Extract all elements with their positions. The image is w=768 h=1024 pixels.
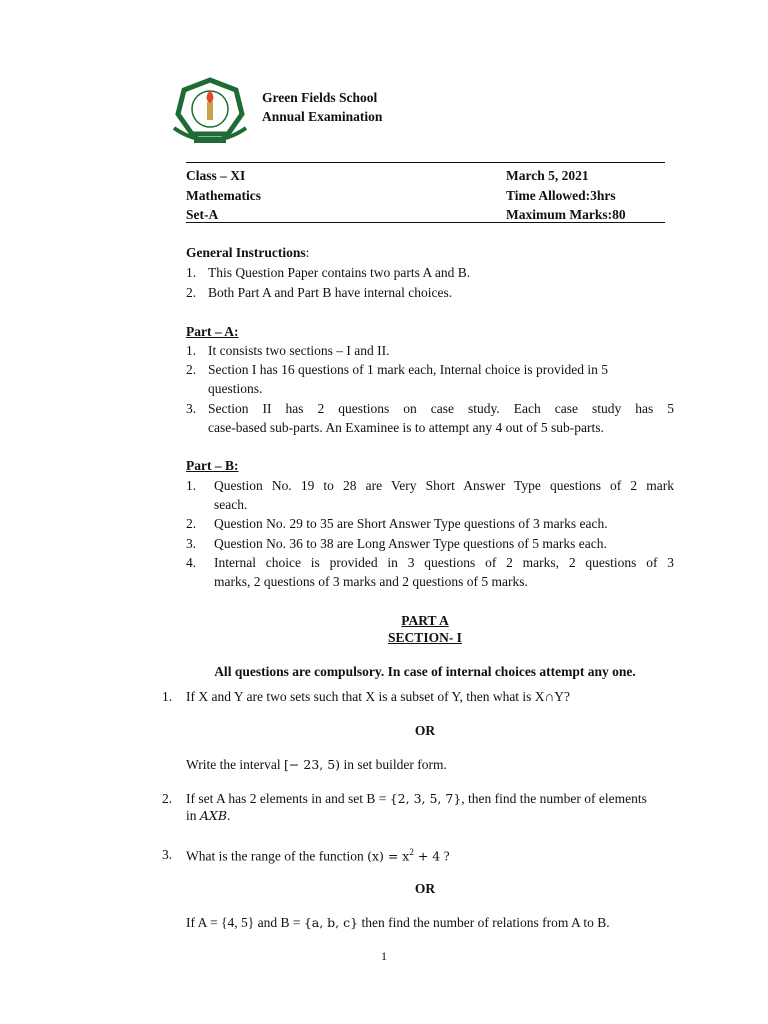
part-b-item-text: seach.	[214, 497, 248, 512]
general-item-num: 1.	[186, 265, 197, 280]
subject-label: Mathematics	[186, 188, 261, 203]
school-header	[262, 88, 382, 126]
part-b-title: Part – B:	[186, 458, 239, 473]
exam-name: Annual Examination	[262, 109, 383, 124]
part-a-item-text: It consists two sections – I and II.	[208, 343, 390, 358]
top-rule	[186, 162, 665, 163]
question-number: 3.	[162, 847, 173, 862]
bottom-rule	[186, 222, 665, 223]
class-label: Class – XI	[186, 168, 246, 183]
general-item-text: Both Part A and Part B have internal choices.	[208, 285, 453, 300]
question-alt-text: If A = {4, 5} and B = {a, b, c} then find the number of relations from A to B.	[186, 915, 610, 930]
part-b-item-text: Question No. 36 to 38 are Long Answer Type questions of 5 marks each.	[214, 536, 607, 551]
math-function: (x) = x	[367, 848, 410, 864]
part-a-item-text: case-based sub-parts. An Examinee is to attempt any 4 out of 5 sub-parts.	[208, 420, 604, 435]
page-number: 1	[381, 949, 387, 963]
school-name: Green Fields School	[262, 90, 378, 105]
part-b-item-text: marks, 2 questions of 3 marks and 2 questions of 5 marks.	[214, 574, 528, 589]
part-a-item-text: questions.	[208, 381, 263, 396]
math-function-tail: + 4	[413, 848, 441, 864]
max-marks: Maximum Marks:80	[506, 207, 626, 222]
question-alt-text: Write the interval [− 23, 5) in set builder form.	[186, 757, 447, 772]
math-interval: [− 23, 5)	[284, 757, 341, 772]
question-text: If X and Y are two sets such that X is a subset of Y, then what is X∩Y?	[186, 689, 571, 704]
question-number: 2.	[162, 791, 173, 806]
part-b-item-num: 4.	[186, 555, 197, 570]
question-number: 1.	[162, 689, 173, 704]
part-b-item-text: Question No. 29 to 35 are Short Answer Type questions of 3 marks each.	[214, 516, 608, 531]
question-text: If set A has 2 elements in and set B = {2, 3, 5, 7}, then find the number of elements	[186, 791, 647, 806]
part-a-title: Part – A:	[186, 324, 239, 339]
part-b-item-text: Question No. 19 to 28 are Very Short Answer Type questions of 2 mark	[214, 478, 674, 493]
part-b-item-text: Internal choice is provided in 3 questions of 2 marks, 2 questions of 3	[214, 555, 674, 570]
or-divider: OR	[414, 881, 436, 896]
part-a-item-text: Section II has 2 questions on case study. Each case study has 5	[208, 401, 674, 416]
question-text: What is the range of the function $(x) = x^2 + 4$ ?	[186, 847, 450, 864]
school-logo	[170, 76, 250, 146]
math-exponent: 2	[409, 847, 414, 857]
exam-date: March 5, 2021	[506, 168, 589, 183]
part-a-heading: PART A	[401, 613, 449, 628]
or-divider: OR	[414, 723, 436, 738]
part-b-item-num: 3.	[186, 536, 197, 551]
set-label: Set-A	[186, 207, 219, 222]
general-item-text: This Question Paper contains two parts A and B.	[208, 265, 471, 280]
math-product: AXB	[199, 808, 228, 823]
time-allowed: Time Allowed:3hrs	[506, 188, 616, 203]
part-a-item-num: 2.	[186, 362, 197, 377]
section-heading: SECTION- I	[388, 630, 462, 645]
general-item-num: 2.	[186, 285, 197, 300]
part-a-item-num: 1.	[186, 343, 197, 358]
part-b-item-num: 2.	[186, 516, 197, 531]
general-instructions-title: General Instructions:	[186, 245, 310, 260]
part-b-item-num: 1.	[186, 478, 197, 493]
section-note: All questions are compulsory. In case of internal choices attempt any one.	[214, 664, 636, 679]
question-text-line2: in AXB.	[186, 808, 231, 823]
part-a-item-num: 3.	[186, 401, 197, 416]
part-a-item-text: Section I has 16 questions of 1 mark each, Internal choice is provided in 5	[208, 362, 609, 377]
math-set: {a, b, c}	[303, 915, 359, 930]
math-set: {2, 3, 5, 7}	[389, 791, 462, 806]
